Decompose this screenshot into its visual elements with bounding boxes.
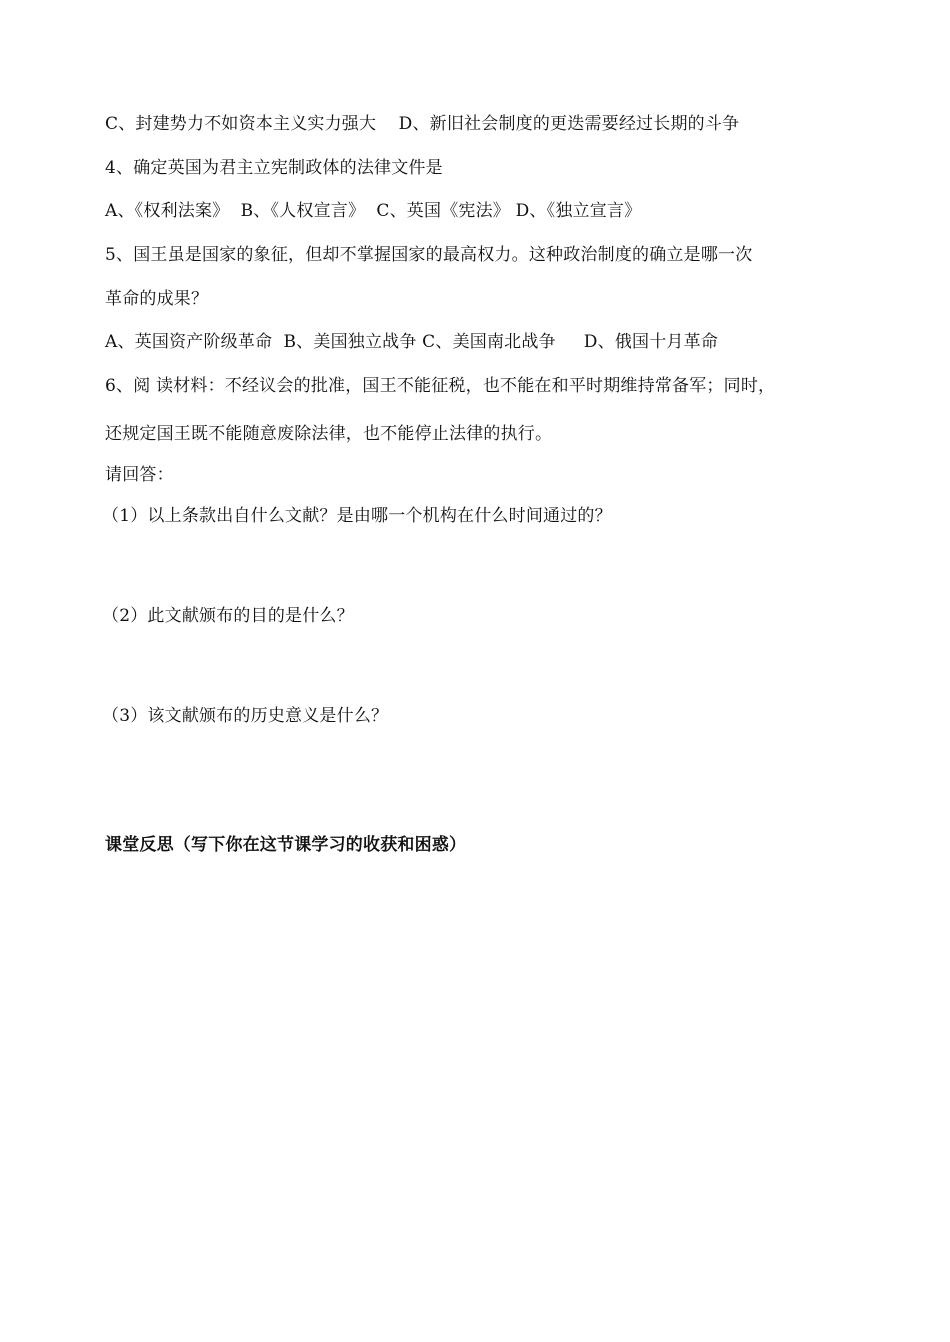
- q5-options: A、英国资产阶级革命 B、美国独立战争 C、美国南北战争 D、俄国十月革命: [105, 332, 719, 352]
- q6-material-cont: 还规定国王既不能随意废除法律，也不能停止法律的执行。: [105, 424, 553, 444]
- q5-question: 5、国王虽是国家的象征，但却不掌握国家的最高权力。这种政治制度的确立是哪一次: [105, 245, 753, 265]
- q5-question-cont: 革命的成果？: [105, 289, 209, 309]
- q4-options: A、《权利法案》 B、《人权宣言》 C、英国《宪法》 D、《独立宣言》: [105, 201, 642, 221]
- q6-subquestion-3: （3）该文献颁布的历史意义是什么？: [102, 706, 389, 726]
- q4-question: 4、确定英国为君主立宪制政体的法律文件是: [105, 158, 443, 178]
- q3-option-cd: C、封建势力不如资本主义实力强大 D、新旧社会制度的更迭需要经过长期的斗争: [105, 114, 740, 134]
- q6-prompt: 请回答：: [105, 465, 174, 485]
- q6-subquestion-2: （2）此文献颁布的目的是什么？: [102, 606, 354, 626]
- q6-subquestion-1: （1）以上条款出自什么文献？是由哪一个机构在什么时间通过的？: [102, 506, 612, 526]
- q6-material: 6、阅 读材料：不经议会的批准，国王不能征税，也不能在和平时期维持常备军；同时，: [105, 376, 776, 396]
- reflection-heading: 课堂反思（写下你在这节课学习的收获和困惑）: [105, 835, 467, 855]
